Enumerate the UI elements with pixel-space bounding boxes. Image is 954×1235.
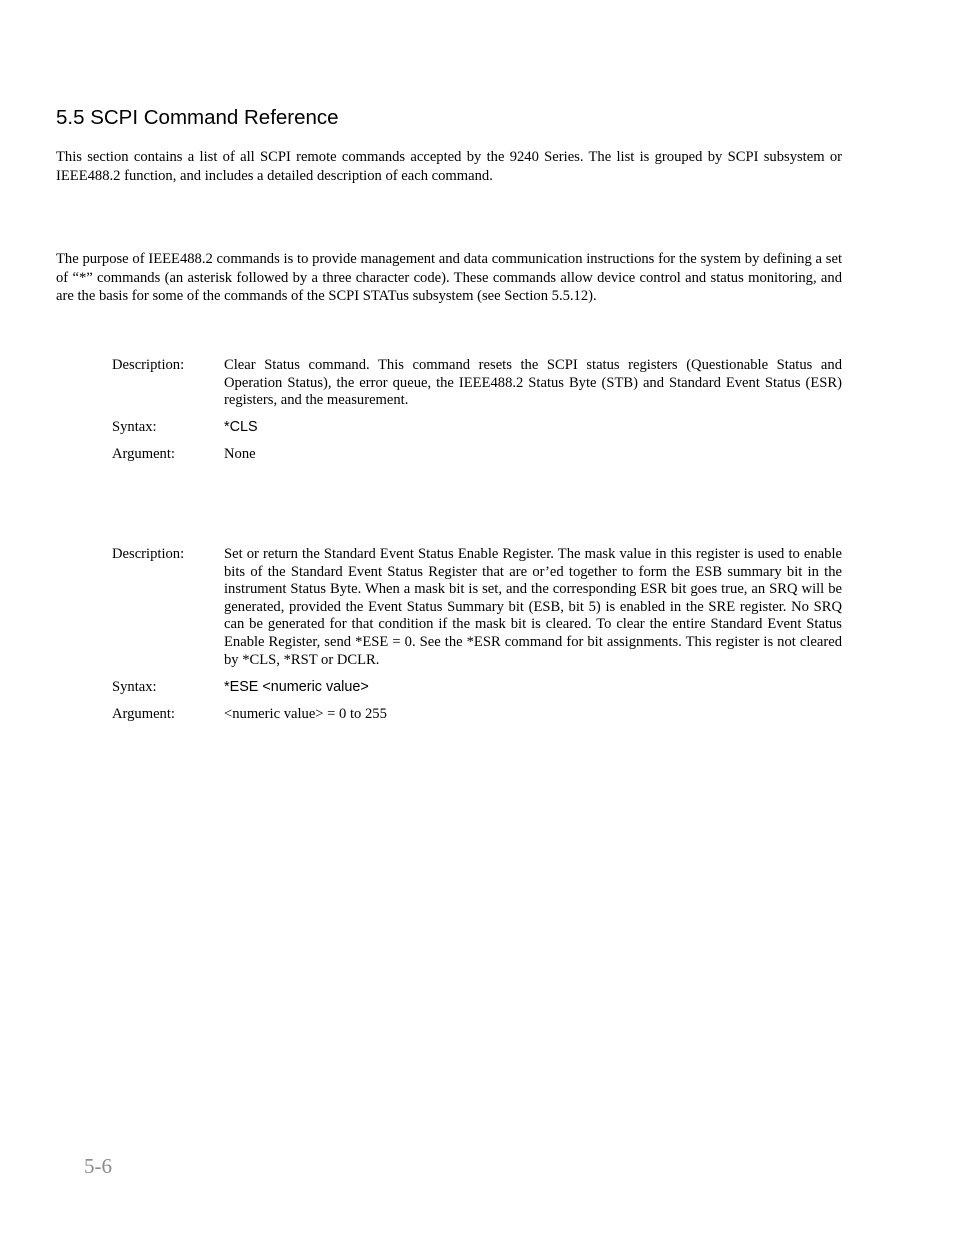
command-block-ese bbox=[112, 546, 842, 723]
description-text: Set or return the Standard Event Status Enable Register. The mask value in this register is used to enable bits of the Standard Event Status Register that are or’ed together to form the ESB summary bit in the instrument Status Byte. When a mask bit is set, and the corresponding ESR bit goes true, an SRQ will be generated, provided the Event Status Summary bit (ESB, bit 5) is enabled in the SRE register. No SRQ can be generated for that condition if the mask bit is cleared. To clear the entire Standard Event Status Enable Register, send *ESE = 0. See the *ESR command for bit assignments. This register is not cleared by *CLS, *RST or DCLR. bbox=[224, 546, 842, 668]
description-text: Clear Status command. This command resets the SCPI status registers (Questionable Status and Operation Status), the error queue, the IEEE488.2 Status Byte (STB) and Standard Event Status (ESR) registers, and the measurement. bbox=[224, 357, 842, 409]
syntax-text: *ESE <numeric value> bbox=[224, 678, 369, 695]
argument-row bbox=[112, 446, 842, 464]
syntax-row bbox=[112, 419, 842, 437]
argument-text: None bbox=[224, 446, 256, 463]
ieee-purpose-paragraph bbox=[56, 250, 842, 306]
syntax-label: Syntax: bbox=[112, 678, 157, 695]
description-label: Description: bbox=[112, 546, 185, 562]
description-row bbox=[112, 357, 842, 410]
syntax-row bbox=[112, 679, 842, 697]
command-block-cls bbox=[112, 357, 842, 464]
syntax-label: Syntax: bbox=[112, 419, 157, 436]
intro-paragraph bbox=[56, 148, 842, 185]
description-row bbox=[112, 546, 842, 669]
section-heading: 5.5 SCPI Command Reference bbox=[56, 106, 339, 129]
intro-text: This section contains a list of all SCPI remote commands accepted by the 9240 Series. The list is grouped by SCPI subsystem or IEEE488.2 function, and includes a detailed description of each command. bbox=[56, 149, 842, 184]
page-number: 5-6 bbox=[84, 1154, 112, 1178]
argument-label: Argument: bbox=[112, 446, 175, 463]
syntax-text: *CLS bbox=[224, 419, 258, 436]
description-label: Description: bbox=[112, 357, 185, 373]
argument-row bbox=[112, 706, 842, 724]
argument-text: <numeric value> = 0 to 255 bbox=[224, 705, 387, 722]
argument-label: Argument: bbox=[112, 705, 175, 722]
purpose-text: The purpose of IEEE488.2 commands is to provide management and data communication instructions for the system by defining a set of “*” commands (an asterisk followed by a three character code). These commands allow device control and status monitoring, and are the basis for some of the commands of the SCPI STATus subsystem (see Section 5.5.12). bbox=[56, 251, 842, 304]
